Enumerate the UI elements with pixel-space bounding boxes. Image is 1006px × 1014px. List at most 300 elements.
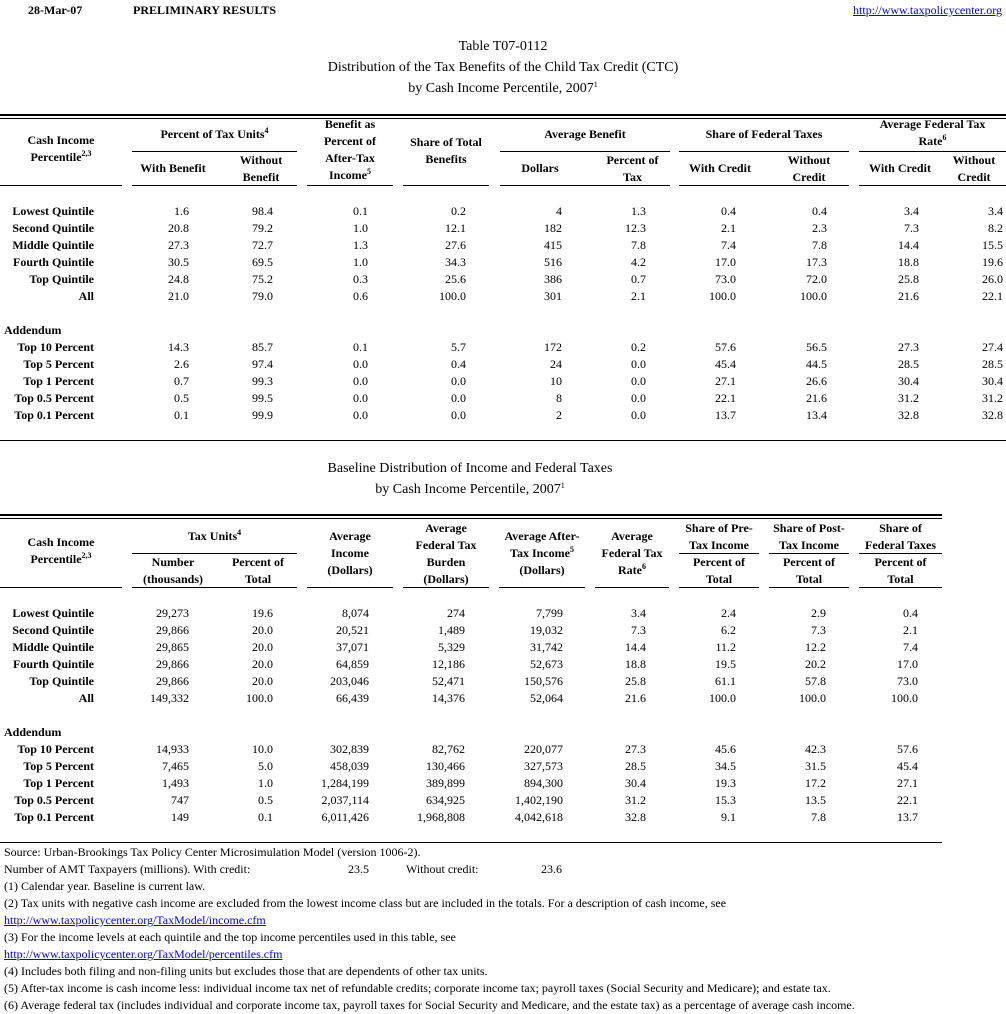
t2-row: [0, 639, 1006, 656]
row-label: Middle Quintile: [12, 238, 94, 252]
cell-value: 0.7: [631, 272, 646, 286]
t1-row: [0, 339, 1006, 356]
cell-value: 27.1: [715, 374, 736, 388]
cell-value: 1,284,199: [321, 776, 369, 790]
cell-value: 12.1: [445, 221, 466, 235]
cell-value: 37,071: [336, 640, 369, 654]
table1-subtitle: by Cash Income Percentile, 2007$^1$: [408, 80, 598, 96]
row-label: Top 0.5 Percent: [14, 793, 94, 807]
cell-value: 29,865: [156, 640, 189, 654]
cell-value: 150,576: [524, 674, 563, 688]
cell-value: 30.5: [168, 255, 189, 269]
cell-value: 2.4: [721, 606, 736, 620]
t1-header-dollars: Dollars: [521, 161, 559, 175]
cell-value: 25.8: [898, 272, 919, 286]
cell-value: 0.0: [353, 408, 368, 422]
t2-header-share-post: Share of Post- Tax Income: [773, 521, 845, 552]
cell-value: 29,273: [156, 606, 189, 620]
t1-rule-avg-benefit: [500, 151, 670, 152]
cell-value: 0.0: [631, 357, 646, 371]
t2-row: [0, 758, 1006, 775]
cell-value: 44.5: [806, 357, 827, 371]
cell-value: 27.3: [898, 340, 919, 354]
cell-value: 17.0: [715, 255, 736, 269]
t1-header-rate-without-credit: Without Credit: [952, 153, 996, 184]
cell-value: 57.8: [805, 674, 826, 688]
cell-value: 0.1: [174, 408, 189, 422]
t1-rule-col: [132, 185, 297, 186]
cell-value: 302,839: [330, 742, 369, 756]
cell-value: 13.5: [805, 793, 826, 807]
cell-value: 13.7: [715, 408, 736, 422]
cell-value: 2.1: [903, 623, 918, 637]
cell-value: 0.0: [451, 374, 466, 388]
cell-value: 220,077: [524, 742, 563, 756]
cell-value: 29,866: [156, 623, 189, 637]
row-label: Top 1 Percent: [23, 374, 94, 388]
cell-value: 0.5: [174, 391, 189, 405]
cell-value: 19.6: [982, 255, 1003, 269]
cell-value: 0.0: [631, 374, 646, 388]
cell-value: 17.3: [806, 255, 827, 269]
cell-value: 17.2: [805, 776, 826, 790]
cell-value: 27.1: [897, 776, 918, 790]
cell-value: 27.4: [982, 340, 1003, 354]
cell-value: 4.2: [631, 255, 646, 269]
cell-value: 79.2: [252, 221, 273, 235]
cell-value: 11.2: [715, 640, 736, 654]
cell-value: 386: [544, 272, 562, 286]
cell-value: 6,011,426: [321, 810, 369, 824]
cell-value: 64,859: [336, 657, 369, 671]
cell-value: 27.3: [625, 742, 646, 756]
cell-value: 31.2: [898, 391, 919, 405]
t1-header-percentile: Cash Income Percentile$^{2,3}$: [27, 133, 95, 164]
cell-value: 14,376: [432, 691, 465, 705]
table1-top-rule: [0, 114, 1006, 119]
t1-rule-share-fed: [679, 151, 849, 152]
t1-rule-col: [679, 185, 849, 186]
t2-row: [0, 809, 1006, 826]
cell-value: 26.0: [982, 272, 1003, 286]
report-status: PRELIMINARY RESULTS: [133, 3, 277, 17]
cell-value: 0.0: [451, 408, 466, 422]
cell-value: 79.0: [252, 289, 273, 303]
t1-row: [0, 288, 1006, 305]
t2-rule-col: [307, 587, 393, 588]
t2-rule-col: [132, 587, 297, 588]
cell-value: 14.4: [625, 640, 646, 654]
t1-header-pct-tax: Percent of Tax: [606, 153, 659, 184]
cell-value: 7,465: [162, 759, 189, 773]
cell-value: 24: [550, 357, 562, 371]
cell-value: 1,968,808: [417, 810, 465, 824]
cell-value: 7,799: [536, 606, 563, 620]
t2-rule-col: [679, 587, 759, 588]
cell-value: 182: [544, 221, 562, 235]
t1-header-share-total: Share of Total Benefits: [410, 135, 482, 166]
row-label: Middle Quintile: [12, 640, 94, 654]
cell-value: 747: [171, 793, 189, 807]
t1-rule-col: [307, 185, 393, 186]
row-label: Top Quintile: [29, 272, 94, 286]
cell-value: 31.5: [805, 759, 826, 773]
cell-value: 14.3: [168, 340, 189, 354]
cell-value: 13.4: [806, 408, 827, 422]
cell-value: 1.3: [631, 204, 646, 218]
cell-value: 52,471: [432, 674, 465, 688]
t1-row: [0, 271, 1006, 288]
cell-value: 0.4: [812, 204, 827, 218]
t2-rule-share-pre: [679, 553, 759, 554]
t2-rule-col: [499, 587, 585, 588]
cell-value: 20.0: [252, 657, 273, 671]
t1-row: [0, 220, 1006, 237]
t2-header-avg-rate: Average Federal Tax Rate$^6$: [601, 529, 663, 577]
cell-value: 0.0: [451, 391, 466, 405]
addendum-label: Addendum: [4, 725, 62, 739]
cell-value: 2.9: [811, 606, 826, 620]
cell-value: 15.5: [982, 238, 1003, 252]
cell-value: 73.0: [715, 272, 736, 286]
t2-header-avg-income: Average Income (Dollars): [327, 529, 373, 577]
footnote-6: (6) Average federal tax (includes individual and corporate income tax, payroll taxes for Social Security and Medicare, and the estate tax) as a percentage of average cash income.: [4, 998, 855, 1012]
table2-subtitle: by Cash Income Percentile, 2007$^1$: [375, 481, 565, 497]
cell-value: 5.0: [258, 759, 273, 773]
table2-bottom-rule: [0, 842, 942, 843]
footnote-3-link[interactable]: http://www.taxpolicycenter.org/TaxModel/percentiles.cfm: [4, 947, 283, 961]
cell-value: 0.2: [451, 204, 466, 218]
row-label: Top 10 Percent: [17, 340, 94, 354]
t1-header-avg-benefit: Average Benefit: [544, 127, 626, 141]
t1-header-with-credit: With Credit: [689, 161, 751, 175]
t1-row: [0, 356, 1006, 373]
cell-value: 29,866: [156, 674, 189, 688]
cell-value: 2.6: [174, 357, 189, 371]
cell-value: 34.3: [445, 255, 466, 269]
cell-value: 0.0: [631, 408, 646, 422]
t2-row: [0, 605, 1006, 622]
cell-value: 72.7: [252, 238, 273, 252]
t2-row: [0, 673, 1006, 690]
cell-value: 0.1: [353, 340, 368, 354]
t2-rule-col: [769, 587, 849, 588]
cell-value: 0.5: [258, 793, 273, 807]
cell-value: 274: [447, 606, 465, 620]
t1-header-pct-units: Percent of Tax Units$^4$: [160, 126, 269, 141]
t1-row: [0, 203, 1006, 220]
cell-value: 12.3: [625, 221, 646, 235]
cell-value: 2.3: [812, 221, 827, 235]
cell-value: 30.4: [982, 374, 1003, 388]
cell-value: 20.2: [805, 657, 826, 671]
t2-row: [0, 792, 1006, 809]
t1-header-without-benefit: Without Benefit: [239, 153, 283, 184]
cell-value: 19.3: [715, 776, 736, 790]
cell-value: 52,064: [530, 691, 563, 705]
t2-header-avg-after-tax: Average After- Tax Income$^5$ (Dollars): [504, 529, 580, 577]
cell-value: 3.4: [988, 204, 1003, 218]
amt-without-value: 23.6: [541, 862, 562, 876]
cell-value: 1.0: [353, 255, 368, 269]
cell-value: 45.6: [715, 742, 736, 756]
cell-value: 12,186: [432, 657, 465, 671]
row-label: Top 5 Percent: [23, 759, 94, 773]
cell-value: 389,899: [426, 776, 465, 790]
cell-value: 57.6: [715, 340, 736, 354]
t1-row: [0, 373, 1006, 390]
row-label: Lowest Quintile: [12, 204, 94, 218]
row-label: Top 0.1 Percent: [14, 810, 94, 824]
cell-value: 0.0: [353, 357, 368, 371]
row-label: Top 0.1 Percent: [14, 408, 94, 422]
cell-value: 14,933: [156, 742, 189, 756]
cell-value: 327,573: [524, 759, 563, 773]
tpc-website-link[interactable]: http://www.taxpolicycenter.org: [853, 3, 1002, 17]
t2-header-avg-burden: Average Federal Tax Burden (Dollars): [415, 521, 477, 586]
cell-value: 52,673: [530, 657, 563, 671]
cell-value: 516: [544, 255, 562, 269]
t2-row: [0, 741, 1006, 758]
cell-value: 7.8: [631, 238, 646, 252]
footnote-2-link[interactable]: http://www.taxpolicycenter.org/TaxModel/income.cfm: [4, 913, 266, 927]
table1-title-number: Table T07-0112: [458, 39, 548, 54]
t2-row: [0, 656, 1006, 673]
cell-value: 19.6: [252, 606, 273, 620]
cell-value: 1,489: [438, 623, 465, 637]
row-label: Second Quintile: [12, 221, 94, 235]
cell-value: 30.4: [625, 776, 646, 790]
row-label: Lowest Quintile: [12, 606, 94, 620]
table2-top-rule: [0, 514, 942, 519]
amt-label: Number of AMT Taxpayers (millions). With credit:: [4, 862, 251, 876]
row-label: Top 5 Percent: [23, 357, 94, 371]
cell-value: 8,074: [342, 606, 369, 620]
cell-value: 2.1: [721, 221, 736, 235]
cell-value: 130,466: [426, 759, 465, 773]
cell-value: 100.0: [891, 691, 918, 705]
cell-value: 20.0: [252, 640, 273, 654]
cell-value: 1,493: [162, 776, 189, 790]
cell-value: 18.8: [898, 255, 919, 269]
cell-value: 69.5: [252, 255, 273, 269]
cell-value: 17.0: [897, 657, 918, 671]
cell-value: 7.8: [812, 238, 827, 252]
addendum-label: Addendum: [4, 323, 62, 337]
t2-header-share-fed-pct: Percent of Total: [874, 555, 927, 586]
cell-value: 31.2: [625, 793, 646, 807]
t1-header-with-benefit: With Benefit: [140, 161, 206, 175]
cell-value: 301: [544, 289, 562, 303]
cell-value: 97.4: [252, 357, 273, 371]
t2-rule-col: [403, 587, 489, 588]
cell-value: 99.9: [252, 408, 273, 422]
cell-value: 0.7: [174, 374, 189, 388]
t1-row: [0, 407, 1006, 424]
cell-value: 21.6: [898, 289, 919, 303]
cell-value: 27.3: [168, 238, 189, 252]
cell-value: 22.1: [982, 289, 1003, 303]
t1-header-benefit-pct: Benefit as Percent of After-Tax Income$^5$: [323, 117, 377, 182]
cell-value: 75.2: [252, 272, 273, 286]
t1-row: [0, 254, 1006, 271]
cell-value: 7.8: [811, 810, 826, 824]
footnote-5: (5) After-tax income is cash income less: individual income tax net of refundable credits; corporate income tax; payroll taxes (Social Security and Medicare); and estate tax.: [4, 981, 831, 995]
cell-value: 894,300: [524, 776, 563, 790]
cell-value: 32.8: [898, 408, 919, 422]
cell-value: 2,037,114: [321, 793, 369, 807]
t1-rule-col: [403, 185, 489, 186]
cell-value: 100.0: [709, 289, 736, 303]
cell-value: 0.4: [903, 606, 918, 620]
t1-rule-avg-rate: [859, 151, 1006, 152]
cell-value: 100.0: [709, 691, 736, 705]
row-label: Top 0.5 Percent: [14, 391, 94, 405]
cell-value: 415: [544, 238, 562, 252]
t2-header-tax-units: Tax Units$^4$: [187, 528, 242, 543]
cell-value: 1.3: [353, 238, 368, 252]
cell-value: 19.5: [715, 657, 736, 671]
t2-rule-share-fed: [859, 553, 942, 554]
cell-value: 22.1: [715, 391, 736, 405]
t2-rule-col: [859, 587, 942, 588]
cell-value: 100.0: [246, 691, 273, 705]
cell-value: 4: [556, 204, 562, 218]
footnote-amt: [4, 861, 250, 878]
cell-value: 28.5: [625, 759, 646, 773]
cell-value: 6.2: [721, 623, 736, 637]
cell-value: 99.5: [252, 391, 273, 405]
cell-value: 0.0: [353, 391, 368, 405]
cell-value: 28.5: [982, 357, 1003, 371]
cell-value: 12.2: [805, 640, 826, 654]
footnote-2: (2) Tax units with negative cash income are excluded from the lowest income class but are included in the totals. For a description of cash income, see: [4, 896, 727, 910]
cell-value: 19,032: [530, 623, 563, 637]
cell-value: 0.6: [353, 289, 368, 303]
cell-value: 20.0: [252, 674, 273, 688]
cell-value: 1.6: [174, 204, 189, 218]
report-date: 28-Mar-07: [28, 3, 83, 17]
footnote-1: (1) Calendar year. Baseline is current law.: [4, 879, 206, 893]
cell-value: 85.7: [252, 340, 273, 354]
cell-value: 98.4: [252, 204, 273, 218]
cell-value: 458,039: [330, 759, 369, 773]
t2-row: [0, 690, 1006, 707]
row-label: All: [78, 691, 94, 705]
t2-header-share-pre-pct: Percent of Total: [692, 555, 746, 586]
cell-value: 5,329: [438, 640, 465, 654]
cell-value: 7.3: [811, 623, 826, 637]
cell-value: 100.0: [799, 691, 826, 705]
cell-value: 21.6: [806, 391, 827, 405]
cell-value: 13.7: [897, 810, 918, 824]
cell-value: 21.0: [168, 289, 189, 303]
cell-value: 9.1: [721, 810, 736, 824]
cell-value: 203,046: [330, 674, 369, 688]
t1-rule-col: [0, 185, 122, 186]
cell-value: 20.8: [168, 221, 189, 235]
cell-value: 7.3: [631, 623, 646, 637]
t2-row: [0, 775, 1006, 792]
cell-value: 0.1: [258, 810, 273, 824]
cell-value: 22.1: [897, 793, 918, 807]
cell-value: 7.3: [904, 221, 919, 235]
cell-value: 21.6: [625, 691, 646, 705]
cell-value: 3.4: [904, 204, 919, 218]
cell-value: 10: [550, 374, 562, 388]
table1-title: Distribution of the Tax Benefits of the Child Tax Credit (CTC): [327, 60, 679, 75]
cell-value: 26.6: [806, 374, 827, 388]
t2-rule-col: [595, 587, 669, 588]
cell-value: 32.8: [625, 810, 646, 824]
footnote-source: Source: Urban-Brookings Tax Policy Center Microsimulation Model (version 1006-2).: [4, 845, 421, 859]
row-label: Top 1 Percent: [23, 776, 94, 790]
cell-value: 0.0: [631, 391, 646, 405]
cell-value: 1.0: [353, 221, 368, 235]
cell-value: 45.4: [715, 357, 736, 371]
t2-header-pct-total: Percent of Total: [231, 555, 285, 586]
cell-value: 100.0: [800, 289, 827, 303]
cell-value: 8.2: [988, 221, 1003, 235]
row-label: Top Quintile: [29, 674, 94, 688]
cell-value: 57.6: [897, 742, 918, 756]
cell-value: 34.5: [715, 759, 736, 773]
cell-value: 0.2: [631, 340, 646, 354]
cell-value: 0.4: [721, 204, 736, 218]
row-label: Top 10 Percent: [17, 742, 94, 756]
cell-value: 20,521: [336, 623, 369, 637]
t1-header-avg-rate: Average Federal Tax Rate$^6$: [879, 117, 986, 148]
t1-rule-col: [859, 185, 1006, 186]
cell-value: 28.5: [898, 357, 919, 371]
cell-value: 72.0: [806, 272, 827, 286]
cell-value: 25.6: [445, 272, 466, 286]
t1-header-share-fed: Share of Federal Taxes: [705, 127, 823, 141]
t2-rule-share-post: [769, 553, 849, 554]
row-label: All: [78, 289, 94, 303]
t1-rule-col: [500, 185, 670, 186]
cell-value: 634,925: [426, 793, 465, 807]
cell-value: 66,439: [336, 691, 369, 705]
table2-title: Baseline Distribution of Income and Federal Taxes: [327, 461, 613, 476]
cell-value: 32.8: [982, 408, 1003, 422]
cell-value: 31,742: [530, 640, 563, 654]
cell-value: 24.8: [168, 272, 189, 286]
cell-value: 8: [556, 391, 562, 405]
cell-value: 0.3: [353, 272, 368, 286]
cell-value: 0.0: [353, 374, 368, 388]
cell-value: 172: [544, 340, 562, 354]
cell-value: 31.2: [982, 391, 1003, 405]
footnote-3: (3) For the income levels at each quintile and the top income percentiles used in this table, see: [4, 930, 456, 944]
t1-row: [0, 390, 1006, 407]
cell-value: 18.8: [625, 657, 646, 671]
cell-value: 0.4: [451, 357, 466, 371]
t1-row: [0, 237, 1006, 254]
cell-value: 20.0: [252, 623, 273, 637]
cell-value: 56.5: [806, 340, 827, 354]
amt-without-label: Without credit:: [406, 862, 479, 876]
table1-bottom-rule: [0, 440, 1006, 441]
t2-rule-col: [0, 587, 122, 588]
cell-value: 2.1: [631, 289, 646, 303]
t1-rule-pct-units: [132, 151, 297, 152]
cell-value: 3.4: [631, 606, 646, 620]
cell-value: 1.0: [258, 776, 273, 790]
t2-rule-tax-units: [132, 553, 297, 554]
cell-value: 100.0: [439, 289, 466, 303]
footnote-4: (4) Includes both filing and non-filing units but excludes those that are dependents of other tax units.: [4, 964, 488, 978]
